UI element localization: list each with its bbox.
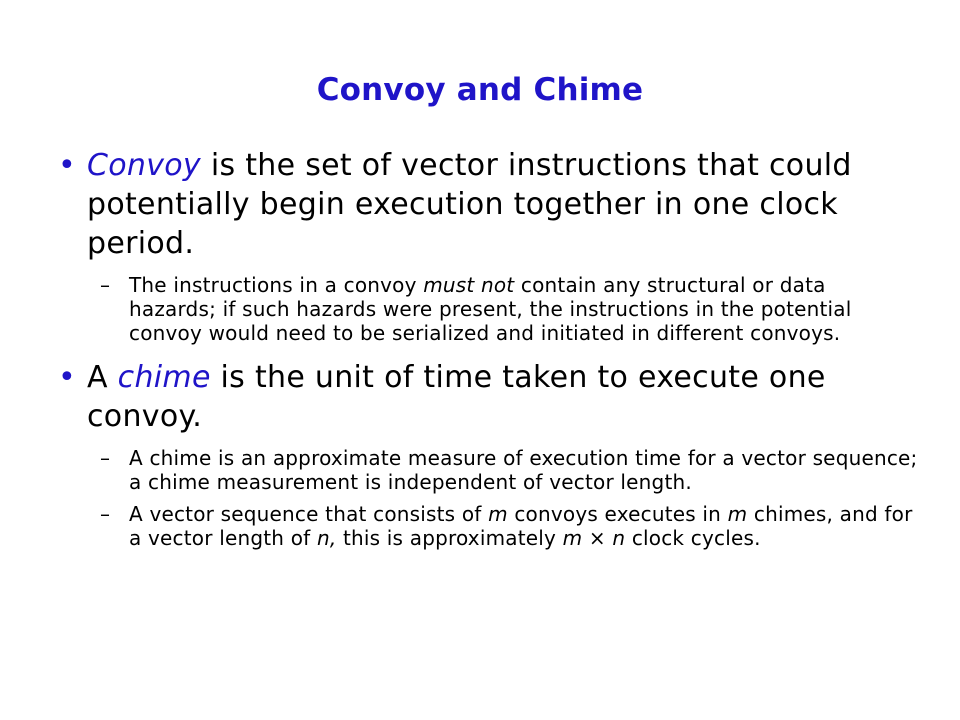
sub-bullet-dash: – (100, 273, 111, 297)
sub-list (87, 273, 918, 345)
sub-text: clock cycles. (625, 526, 761, 550)
sub-bullet (87, 446, 918, 494)
bullet-list (58, 146, 918, 558)
sub-text: contain any structural or data hazards; if such hazards were present, the instructions in the potential convoy would need to be serialized and initiated in different convoys. (129, 273, 852, 345)
sub-emphasis: n (612, 526, 626, 550)
sub-text: convoys executes in (507, 502, 728, 526)
sub-emphasis: m (727, 502, 748, 526)
sub-emphasis: n, (316, 526, 337, 550)
sub-emphasis: m (562, 526, 583, 550)
bullet-dot: • (58, 148, 76, 183)
sub-bullet (87, 273, 918, 345)
term-chime: chime (117, 360, 211, 395)
sub-text: chimes, and for a vector length of (129, 502, 913, 550)
sub-emphasis: must not (423, 273, 515, 297)
bullet-convoy (58, 146, 918, 345)
sub-bullet (87, 502, 918, 550)
sub-bullet-dash: – (100, 502, 111, 526)
slide-title: Convoy and Chime (316, 72, 644, 108)
sub-bullet-dash: – (100, 446, 111, 470)
bullet-text: is the set of vector instructions that could potentially begin execution together in one clock period. (87, 148, 852, 261)
sub-list (87, 446, 918, 550)
bullet-dot: • (58, 360, 76, 395)
bullet-lead: A (87, 360, 118, 395)
bullet-chime (58, 358, 918, 550)
sub-emphasis: m (488, 502, 508, 526)
term-convoy: Convoy (87, 148, 201, 183)
sub-text: A chime is an approximate measure of execution time for a vector sequence; a chime measurement is independent of vector length. (129, 446, 918, 494)
sub-text: this is approximately (336, 526, 563, 550)
bullet-text: is the unit of time taken to execute one convoy. (87, 360, 826, 434)
sub-text: × (582, 526, 613, 550)
sub-text: The instructions in a convoy (129, 273, 424, 297)
sub-text: A vector sequence that consists of (129, 502, 489, 526)
